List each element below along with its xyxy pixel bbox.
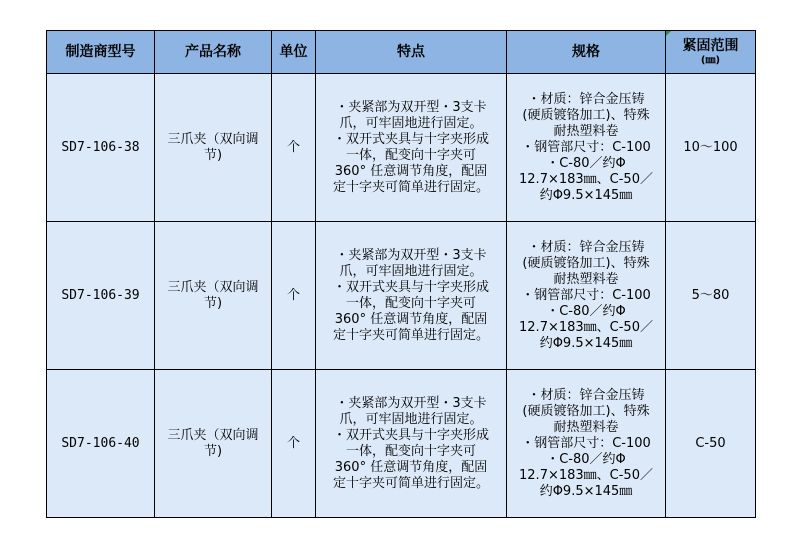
range-cell: 5～80 — [666, 222, 756, 370]
feature-line: 一体，配变向十字夹可 — [345, 147, 476, 163]
spec-line: 约Φ9.5×145㎜ — [539, 335, 633, 351]
feature-line: 一体，配变向十字夹可 — [345, 295, 476, 311]
header-range-unit: (㎜) — [700, 54, 721, 66]
product-name-cell — [155, 222, 272, 370]
table-row — [47, 370, 756, 518]
feature-line: 定十字夹可简单进行固定。 — [332, 475, 489, 491]
product-name-line: 节) — [203, 295, 223, 311]
spec-line: 12.7×183㎜、C-50／ — [519, 319, 653, 335]
spec-line: ・钢管部尺寸：C-100 — [521, 139, 651, 155]
spec-line: 耐热塑料卷 — [553, 271, 619, 287]
header-features: 特点 — [316, 31, 507, 74]
feature-line: ・双开式夹具与十字夹形成 — [332, 427, 489, 443]
header-row — [47, 31, 756, 74]
model-cell: SD7-106-39 — [47, 222, 155, 370]
spec-line: (硬质镀铬加工)、特殊 — [522, 255, 650, 271]
product-name-cell — [155, 370, 272, 518]
feature-line: ・夹紧部为双开型・3支卡 — [335, 99, 487, 115]
header-unit: 单位 — [272, 31, 316, 74]
feature-line: 360° 任意调节角度，配固 — [334, 311, 488, 327]
model-cell: SD7-106-40 — [47, 370, 155, 518]
range-cell: C-50 — [666, 370, 756, 518]
spec-line: 耐热塑料卷 — [553, 123, 619, 139]
unit-cell: 个 — [272, 222, 316, 370]
spec-line: 12.7×183㎜、C-50／ — [519, 171, 653, 187]
feature-line: ・夹紧部为双开型・3支卡 — [335, 247, 487, 263]
header-specs: 规格 — [507, 31, 666, 74]
product-spec-table — [46, 30, 756, 518]
feature-line: 定十字夹可简单进行固定。 — [332, 327, 489, 343]
feature-line: ・夹紧部为双开型・3支卡 — [335, 395, 487, 411]
spec-line: ・C-80／约Φ — [546, 451, 626, 467]
features-cell — [316, 370, 507, 518]
specs-cell — [507, 370, 666, 518]
features-cell — [316, 74, 507, 222]
spec-line: (硬质镀铬加工)、特殊 — [522, 107, 650, 123]
spec-line: 耐热塑料卷 — [553, 419, 619, 435]
header-range-label: 紧固范围 — [682, 37, 739, 54]
table-row — [47, 74, 756, 222]
comment-marker-icon — [666, 31, 671, 36]
unit-cell: 个 — [272, 74, 316, 222]
spec-line: ・C-80／约Φ — [546, 155, 626, 171]
feature-line: 一体，配变向十字夹可 — [345, 443, 476, 459]
spec-line: 约Φ9.5×145㎜ — [539, 483, 633, 499]
feature-line: ・双开式夹具与十字夹形成 — [332, 131, 489, 147]
spec-line: 12.7×183㎜、C-50／ — [519, 467, 653, 483]
spec-line: 约Φ9.5×145㎜ — [539, 187, 633, 203]
product-name-line: 三爪夹（双向调 — [167, 427, 259, 443]
features-cell — [316, 222, 507, 370]
feature-line: 爪，可牢固地进行固定。 — [339, 411, 483, 427]
spec-line: ・钢管部尺寸：C-100 — [521, 287, 651, 303]
unit-cell: 个 — [272, 370, 316, 518]
table-row — [47, 222, 756, 370]
feature-line: 定十字夹可简单进行固定。 — [332, 179, 489, 195]
header-name: 产品名称 — [155, 31, 272, 74]
spec-line: ・钢管部尺寸：C-100 — [521, 435, 651, 451]
spec-line: ・材质：锌合金压铸 — [527, 239, 645, 255]
header-model: 制造商型号 — [47, 31, 155, 74]
range-cell: 10～100 — [666, 74, 756, 222]
specs-cell — [507, 74, 666, 222]
product-name-line: 节) — [203, 443, 223, 459]
product-name-line: 三爪夹（双向调 — [167, 131, 259, 147]
product-name-line: 三爪夹（双向调 — [167, 279, 259, 295]
feature-line: 爪，可牢固地进行固定。 — [339, 115, 483, 131]
header-range — [666, 31, 756, 74]
model-cell: SD7-106-38 — [47, 74, 155, 222]
specs-cell — [507, 222, 666, 370]
feature-line: 360° 任意调节角度，配固 — [334, 163, 488, 179]
product-name-line: 节) — [203, 147, 223, 163]
spec-line: ・材质：锌合金压铸 — [527, 387, 645, 403]
feature-line: ・双开式夹具与十字夹形成 — [332, 279, 489, 295]
product-name-cell — [155, 74, 272, 222]
spec-line: (硬质镀铬加工)、特殊 — [522, 403, 650, 419]
feature-line: 360° 任意调节角度，配固 — [334, 459, 488, 475]
spec-line: ・C-80／约Φ — [546, 303, 626, 319]
spec-line: ・材质：锌合金压铸 — [527, 91, 645, 107]
feature-line: 爪，可牢固地进行固定。 — [339, 263, 483, 279]
